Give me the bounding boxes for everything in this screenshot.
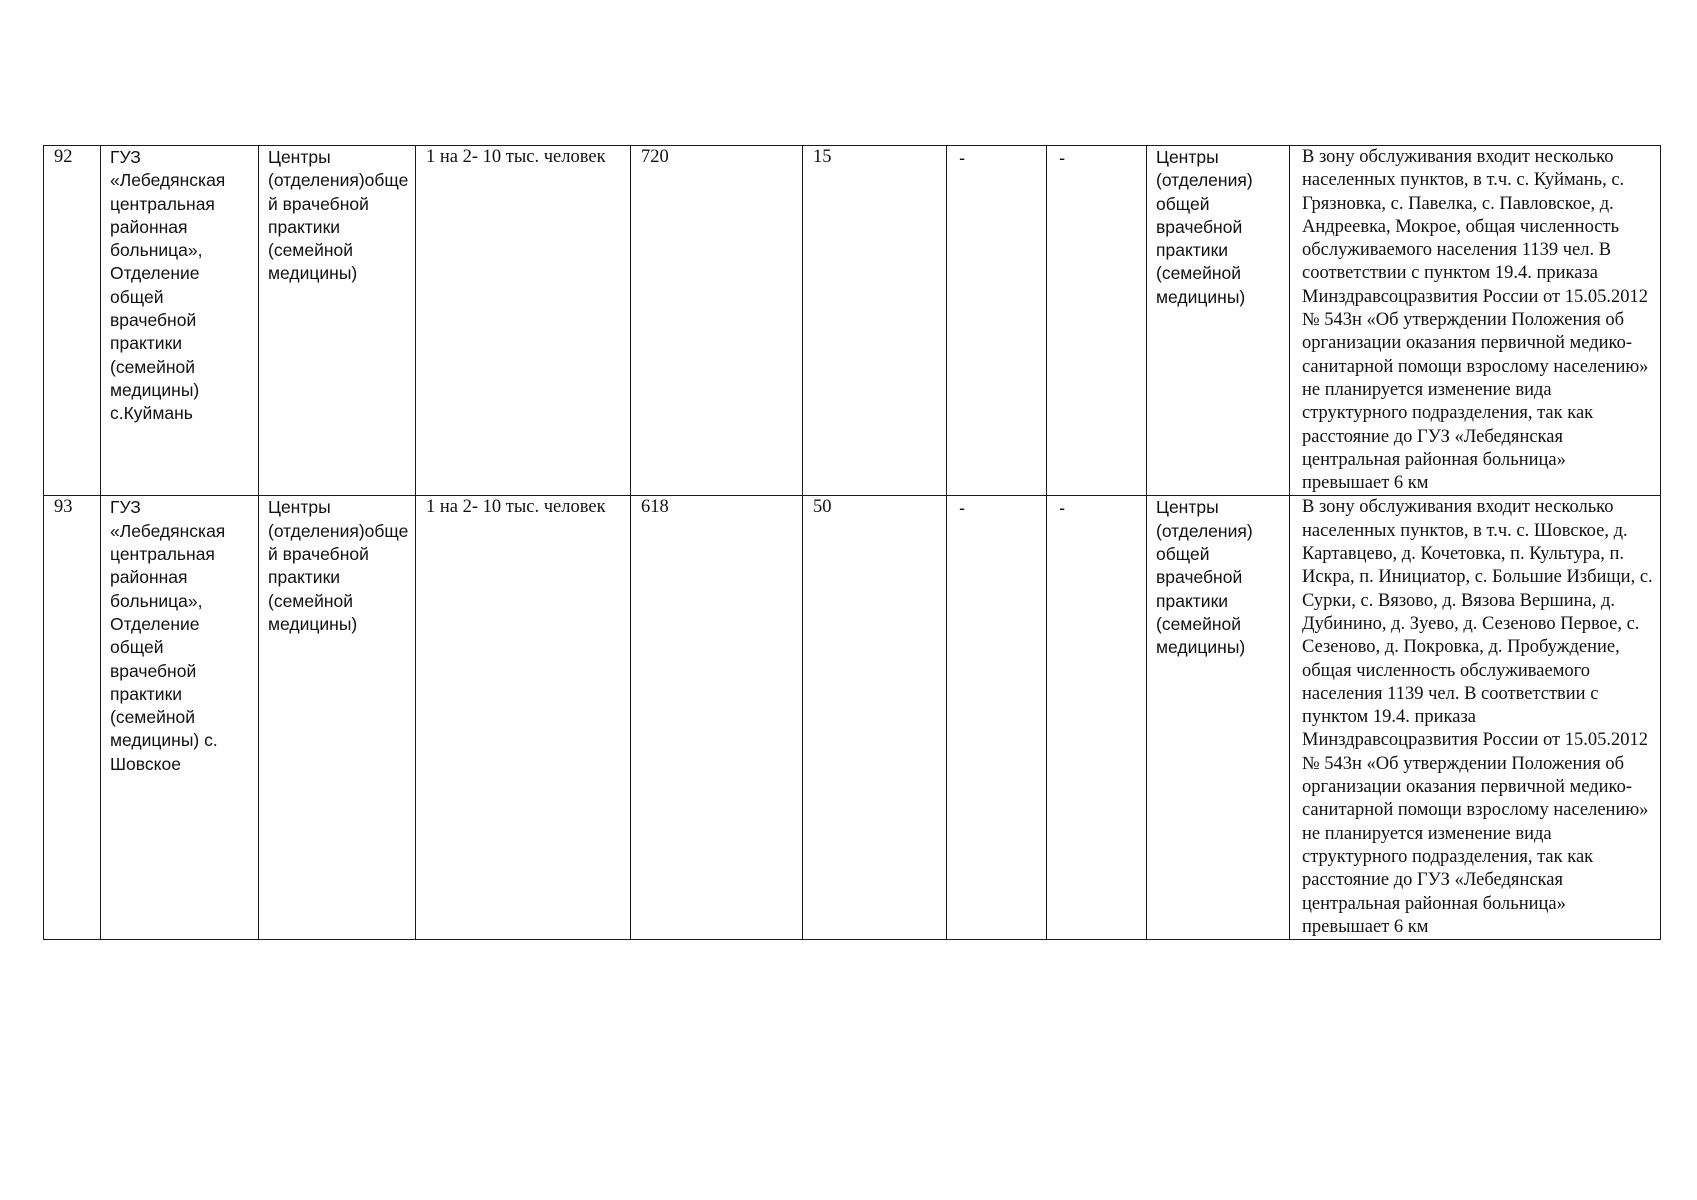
recommended-unit-type: Центры (отделения) общей врачебной практики (семейной медицины) (1147, 496, 1290, 940)
facilities-table (43, 145, 1661, 940)
institution-name: ГУЗ «Лебедянская центральная районная больница», Отделение общей врачебной практики (семейной медицины) с. Шовское (101, 496, 259, 940)
table-row (44, 146, 1661, 496)
distance-km: 15 (803, 146, 947, 496)
justification-note: В зону обслуживания входит несколько населенных пунктов, в т.ч. с. Шовское, д. Картавцево, д. Кочетовка, п. Культура, п. Искра, п. Инициатор, с. Большие Избищи, с. Сурки, с. Вязово, д. Вязова Вершина, д. Дубинино, д. Зуево, д. Сезеново Первое, с. Сезеново, д. Покровка, д. Пробуждение, общая численность обслуживаемого населения 1139 чел. В соответствии с пунктом 19.4. приказа Минздравсоцразвития России от 15.05.2012 № 543н «Об утверждении Положения об организации оказания первичной медико-санитарной помощи взрослому населению» не планируется изменение вида структурного подразделения, так как расстояние до ГУЗ «Лебедянская центральная районная больница» превышает 6 км (1290, 496, 1661, 940)
row-number: 93 (44, 496, 101, 940)
unit-type: Центры (отделения)общей врачебной практики (семейной медицины) (259, 146, 416, 496)
staffing-norm: 1 на 2- 10 тыс. человек (416, 496, 631, 940)
column-8-value: - (1047, 146, 1147, 496)
population-served: 618 (631, 496, 803, 940)
institution-name: ГУЗ «Лебедянская центральная районная больница», Отделение общей врачебной практики (семейной медицины) с.Куймань (101, 146, 259, 496)
population-served: 720 (631, 146, 803, 496)
column-7-value: - (947, 146, 1047, 496)
unit-type: Центры (отделения)общей врачебной практики (семейной медицины) (259, 496, 416, 940)
column-8-value: - (1047, 496, 1147, 940)
distance-km: 50 (803, 496, 947, 940)
justification-note: В зону обслуживания входит несколько населенных пунктов, в т.ч. с. Куймань, с. Грязновка, с. Павелка, с. Павловское, д. Андреевка, Мокрое, общая численность обслуживаемого населения 1139 чел. В соответствии с пунктом 19.4. приказа Минздравсоцразвития России от 15.05.2012 № 543н «Об утверждении Положения об организации оказания первичной медико-санитарной помощи взрослому населению» не планируется изменение вида структурного подразделения, так как расстояние до ГУЗ «Лебедянская центральная районная больница» превышает 6 км (1290, 146, 1661, 496)
staffing-norm: 1 на 2- 10 тыс. человек (416, 146, 631, 496)
row-number: 92 (44, 146, 101, 496)
table-row (44, 496, 1661, 940)
column-7-value: - (947, 496, 1047, 940)
recommended-unit-type: Центры (отделения) общей врачебной практики (семейной медицины) (1147, 146, 1290, 496)
